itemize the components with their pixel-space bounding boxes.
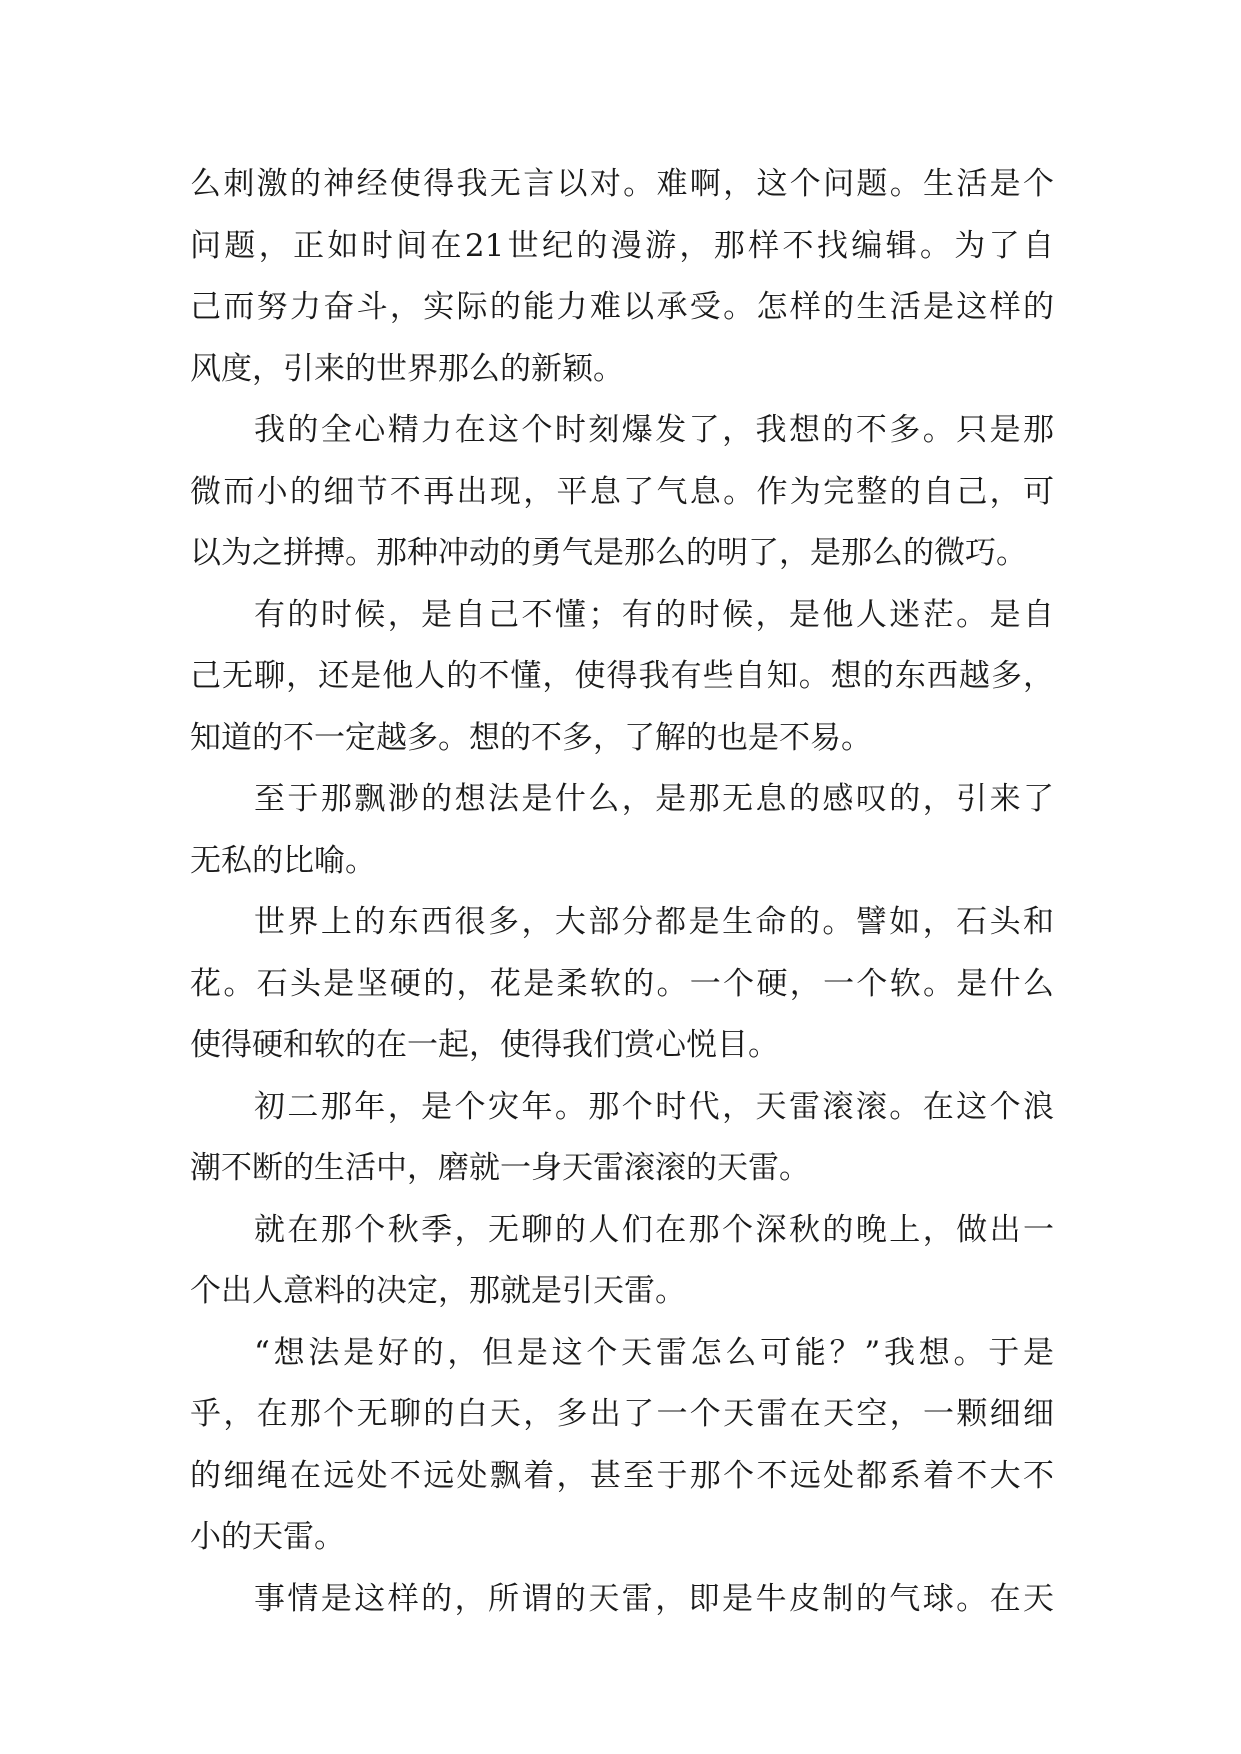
text-line: 小的天雷。: [190, 1519, 345, 1555]
paragraph: [190, 769, 1054, 892]
text-line: 的细绳在远处不远处飘着，甚至于那个不远处都系着不大不: [190, 1457, 1054, 1494]
text-line: 问题，正如时间在21世纪的漫游，那样不找编辑。为了自: [190, 227, 1054, 264]
text-line: 风度，引来的世界那么的新颖。: [190, 350, 624, 387]
text-line: 有的时候，是自己不懂；有的时候，是他人迷茫。是自: [254, 596, 1054, 633]
paragraph: [190, 1077, 1054, 1200]
text-line: 微而小的细节不再出现，平息了气息。作为完整的自己，可: [190, 473, 1054, 510]
text-line: 么刺激的神经使得我无言以对。难啊，这个问题。生活是个: [190, 166, 1054, 202]
paragraph: [190, 1323, 1054, 1569]
paragraph: [190, 154, 1054, 400]
text-line: 乎，在那个无聊的白天，多出了一个天雷在天空，一颗细细: [190, 1396, 1054, 1432]
text-line: 个出人意料的决定，那就是引天雷。: [190, 1273, 686, 1309]
text-line: 无私的比喻。: [190, 842, 376, 879]
text-line: 使得硬和软的在一起，使得我们赏心悦目。: [190, 1027, 779, 1063]
paragraph: [190, 400, 1054, 585]
text-line: 至于那飘渺的想法是什么，是那无息的感叹的，引来了: [254, 781, 1054, 817]
paragraph: [190, 1569, 1054, 1631]
document-body: [190, 154, 1054, 1630]
text-line: 知道的不一定越多。想的不多，了解的也是不易。: [190, 719, 872, 756]
paragraph: [190, 585, 1054, 770]
text-line: 初二那年，是个灾年。那个时代，天雷滚滚。在这个浪: [254, 1088, 1054, 1125]
text-line: 潮不断的生活中，磨就一身天雷滚滚的天雷。: [190, 1150, 810, 1186]
text-line: 我的全心精力在这个时刻爆发了，我想的不多。只是那: [254, 412, 1054, 448]
text-line: 己无聊，还是他人的不懂，使得我有些自知。想的东西越多，: [190, 658, 1054, 694]
text-line: 花。石头是坚硬的，花是柔软的。一个硬，一个软。是什么: [190, 965, 1054, 1002]
text-line: “想法是好的，但是这个天雷怎么可能？”我想。于是: [254, 1334, 1054, 1371]
text-line: 世界上的东西很多，大部分都是生命的。譬如，石头和: [254, 904, 1054, 940]
text-line: 就在那个秋季，无聊的人们在那个深秋的晚上，做出一: [254, 1211, 1054, 1248]
text-line: 以为之拼搏。那种冲动的勇气是那么的明了，是那么的微巧。: [190, 535, 1027, 571]
paragraph: [190, 892, 1054, 1077]
paragraph: [190, 1200, 1054, 1323]
text-line: 事情是这样的，所谓的天雷，即是牛皮制的气球。在天: [254, 1580, 1054, 1617]
text-line: 己而努力奋斗，实际的能力难以承受。怎样的生活是这样的: [190, 289, 1054, 325]
